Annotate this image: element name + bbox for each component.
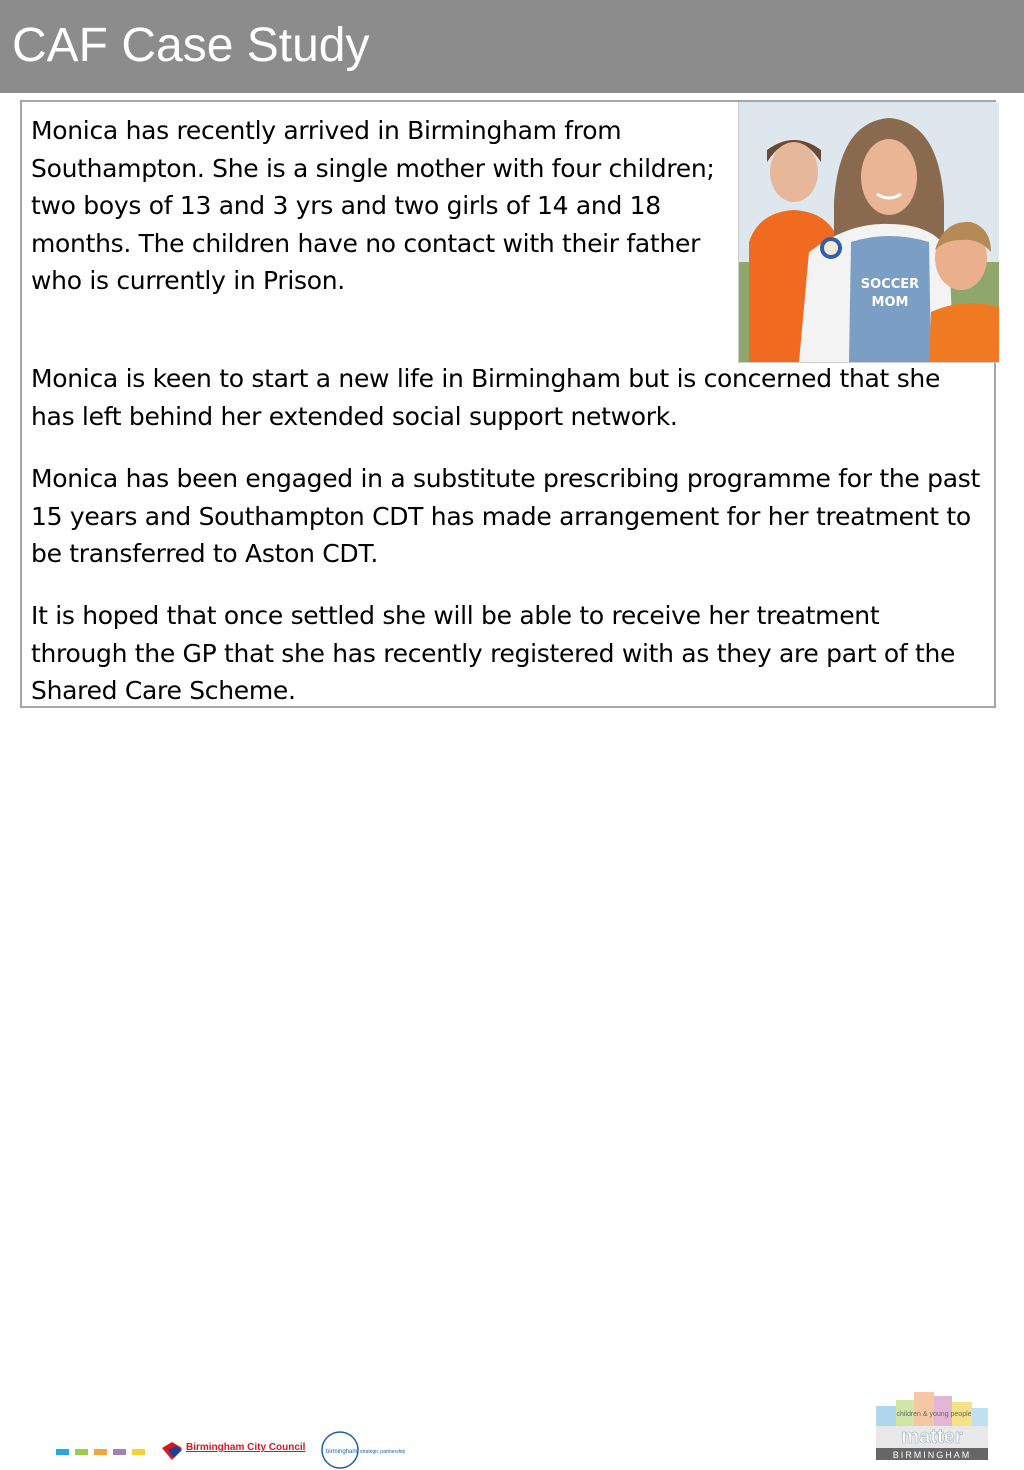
content-box <box>20 100 996 708</box>
paragraph-4: It is hoped that once settled she will be able to receive her treatment through the GP that she has recently registered with as they are part of the Shared Care Scheme. <box>31 601 956 705</box>
footer-swatch-blue <box>56 1449 69 1455</box>
footer-swatch-orange <box>94 1449 107 1455</box>
paragraph-1: Monica has recently arrived in Birmingham from Southampton. She is a single mother with four children; two boys of 13 and 3 yrs and two girls of 14 and 18 months. The children have no contact with their father who is currently in Prison. <box>31 116 715 295</box>
cypm-logo-top: children & young people <box>896 1411 972 1418</box>
cypm-logo-bottom: BIRMINGHAM <box>892 1450 972 1460</box>
cypm-logo-main: matter <box>901 1426 963 1448</box>
bsp-logo-text-1: birmingham <box>326 1449 358 1455</box>
family-photo <box>738 102 999 363</box>
slide-title: CAF Case Study <box>12 19 370 72</box>
footer-swatch-green <box>75 1449 88 1455</box>
bsp-logo-text-2: strategic partnership <box>360 1449 406 1455</box>
family-photo-illustration <box>739 102 999 362</box>
bcc-logo-text: Birmingham City Council <box>186 1442 306 1453</box>
paragraph-2: Monica is keen to start a new life in Birmingham but is concerned that she has left behind her extended social support network. <box>31 364 941 431</box>
footer <box>0 712 1024 1460</box>
children-young-people-matter-logo <box>872 1388 992 1464</box>
shirt-text-2: MOM <box>871 295 909 310</box>
title-bar <box>0 0 1024 93</box>
birmingham-city-council-logo <box>160 1436 310 1466</box>
birmingham-strategic-partnership-logo <box>320 1430 420 1470</box>
footer-swatch-purple <box>113 1449 126 1455</box>
footer-swatch-yellow <box>132 1449 145 1455</box>
shirt-text-1: SOCCER <box>860 277 920 292</box>
paragraph-3: Monica has been engaged in a substitute prescribing programme for the past 15 years and Southampton CDT has made arrangement for her treatment to be transferred to Aston CDT. <box>31 464 980 568</box>
